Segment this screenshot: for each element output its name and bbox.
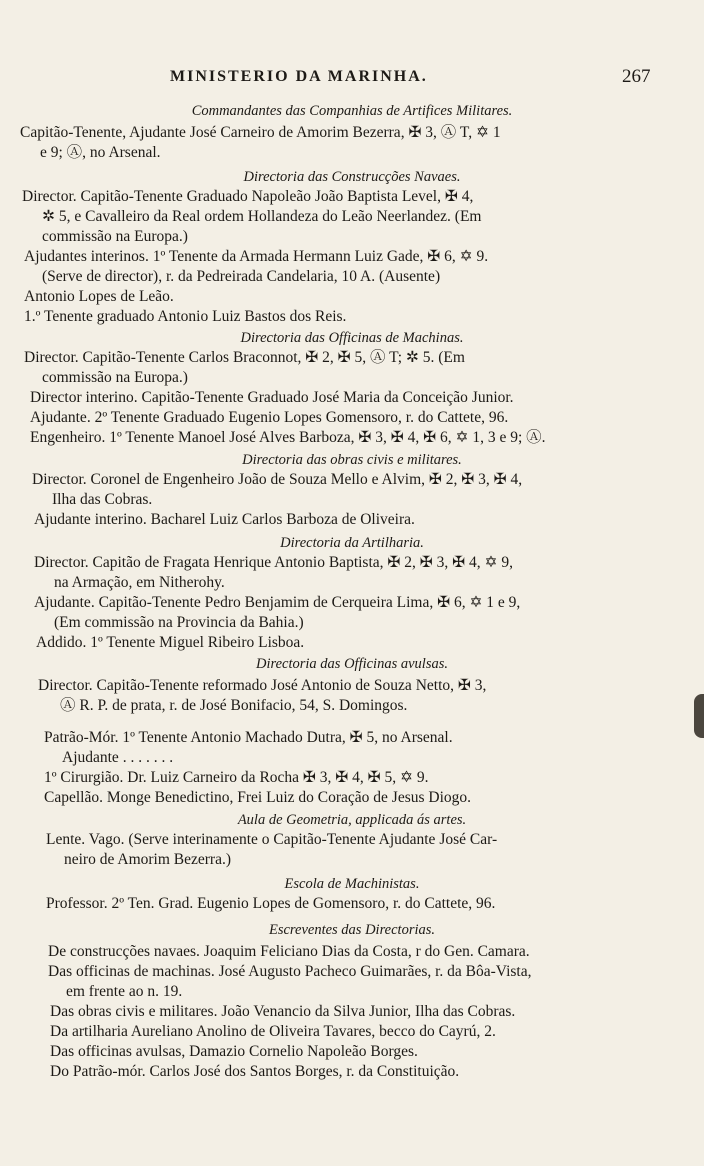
text-line: neiro de Amorim Bezerra.) xyxy=(64,851,231,868)
text-line: commissão na Europa.) xyxy=(42,369,188,386)
text-line: Antonio Lopes de Leão. xyxy=(24,288,174,305)
text-line: (Serve de director), r. da Pedreirada Candelaria, 10 A. (Ausente) xyxy=(42,268,441,285)
text-line: Ajudantes interinos. 1º Tenente da Armada Hermann Luiz Gade, ✠ 6, ✡ 9. xyxy=(24,248,489,265)
text-line: ✲ 5, e Cavalleiro da Real ordem Hollandeza do Leão Neerlandez. (Em xyxy=(42,208,482,225)
text-line: Ajudante. Capitão-Tenente Pedro Benjamim de Cerqueira Lima, ✠ 6, ✡ 1 e 9, xyxy=(34,594,521,611)
text-line: Director. Capitão-Tenente Graduado Napoleão João Baptista Level, ✠ 4, xyxy=(22,188,474,205)
text-line: Das officinas avulsas, Damazio Cornelio Napoleão Borges. xyxy=(50,1043,418,1060)
section-heading: Directoria das Officinas de Machinas. xyxy=(240,330,464,346)
section-heading: Directoria das Officinas avulsas. xyxy=(256,656,448,672)
text-line: Ilha das Cobras. xyxy=(52,491,153,508)
text-line: em frente ao n. 19. xyxy=(66,983,183,1000)
section-heading: Directoria da Artilharia. xyxy=(280,535,424,551)
text-line: Director. Coronel de Engenheiro João de Souza Mello e Alvim, ✠ 2, ✠ 3, ✠ 4, xyxy=(32,471,523,488)
section-heading: Directoria das obras civis e militares. xyxy=(242,452,462,468)
text-line: Engenheiro. 1º Tenente Manoel José Alves Barboza, ✠ 3, ✠ 4, ✠ 6, ✡ 1, 3 e 9; Ⓐ. xyxy=(30,429,546,446)
text-line: 1º Cirurgião. Dr. Luiz Carneiro da Rocha ✠ 3, ✠ 4, ✠ 5, ✡ 9. xyxy=(44,769,429,786)
text-line: Patrão-Mór. 1º Tenente Antonio Machado Dutra, ✠ 5, no Arsenal. xyxy=(44,729,453,746)
text-line: e 9; Ⓐ, no Arsenal. xyxy=(40,144,161,161)
text-line: Ajudante interino. Bacharel Luiz Carlos Barboza de Oliveira. xyxy=(34,511,415,528)
text-line: (Em commissão na Provincia da Bahia.) xyxy=(54,614,304,631)
text-line: Lente. Vago. (Serve interinamente o Capitão-Tenente Ajudante José Car- xyxy=(46,831,498,848)
text-line: Director. Capitão-Tenente Carlos Braconnot, ✠ 2, ✠ 5, Ⓐ T; ✲ 5. (Em xyxy=(24,349,465,366)
text-line: Das officinas de machinas. José Augusto Pacheco Guimarães, r. da Bôa-Vista, xyxy=(48,963,532,980)
page-edge-shadow xyxy=(694,694,704,738)
text-line: Ⓐ R. P. de prata, r. de José Bonifacio, 54, S. Domingos. xyxy=(60,697,408,714)
text-line: Director. Capitão-Tenente reformado José Antonio de Souza Netto, ✠ 3, xyxy=(38,677,487,694)
text-line: Director. Capitão de Fragata Henrique Antonio Baptista, ✠ 2, ✠ 3, ✠ 4, ✡ 9, xyxy=(34,554,513,571)
section-heading: Aula de Geometria, applicada ás artes. xyxy=(237,812,467,828)
text-line: Da artilharia Aureliano Anolino de Oliveira Tavares, becco do Cayrú, 2. xyxy=(50,1023,496,1040)
text-line: commissão na Europa.) xyxy=(42,228,188,245)
text-line: Capellão. Monge Benedictino, Frei Luiz do Coração de Jesus Diogo. xyxy=(44,789,472,806)
page-number: 267 xyxy=(622,66,651,87)
page-header-title: MINISTERIO DA MARINHA. xyxy=(170,68,428,85)
text-line: Das obras civis e militares. João Venancio da Silva Junior, Ilha das Cobras. xyxy=(50,1003,516,1020)
text-line: na Armação, em Nitherohy. xyxy=(54,574,225,591)
section-heading: Directoria das Construcções Navaes. xyxy=(243,169,461,185)
text-line: Addido. 1º Tenente Miguel Ribeiro Lisboa. xyxy=(36,634,305,651)
text-line: 1.º Tenente graduado Antonio Luiz Bastos dos Reis. xyxy=(24,308,347,325)
text-line: Director interino. Capitão-Tenente Graduado José Maria da Conceição Junior. xyxy=(30,389,514,406)
text-line: Do Patrão-mór. Carlos José dos Santos Borges, r. da Constituição. xyxy=(50,1063,460,1080)
text-line: Professor. 2º Ten. Grad. Eugenio Lopes de Gomensoro, r. do Cattete, 96. xyxy=(46,895,496,912)
text-line: Ajudante . . . . . . . xyxy=(62,749,174,766)
section-heading: Escreventes das Directorias. xyxy=(268,922,436,938)
text-line: De construcções navaes. Joaquim Feliciano Dias da Costa, r do Gen. Camara. xyxy=(48,943,530,960)
section-heading: Commandantes das Companhias de Artifices Militares. xyxy=(191,103,513,119)
section-heading: Escola de Machinistas. xyxy=(284,876,420,892)
text-line: Capitão-Tenente, Ajudante José Carneiro de Amorim Bezerra, ✠ 3, Ⓐ T, ✡ 1 xyxy=(20,124,501,141)
text-line: Ajudante. 2º Tenente Graduado Eugenio Lopes Gomensoro, r. do Cattete, 96. xyxy=(30,409,509,426)
